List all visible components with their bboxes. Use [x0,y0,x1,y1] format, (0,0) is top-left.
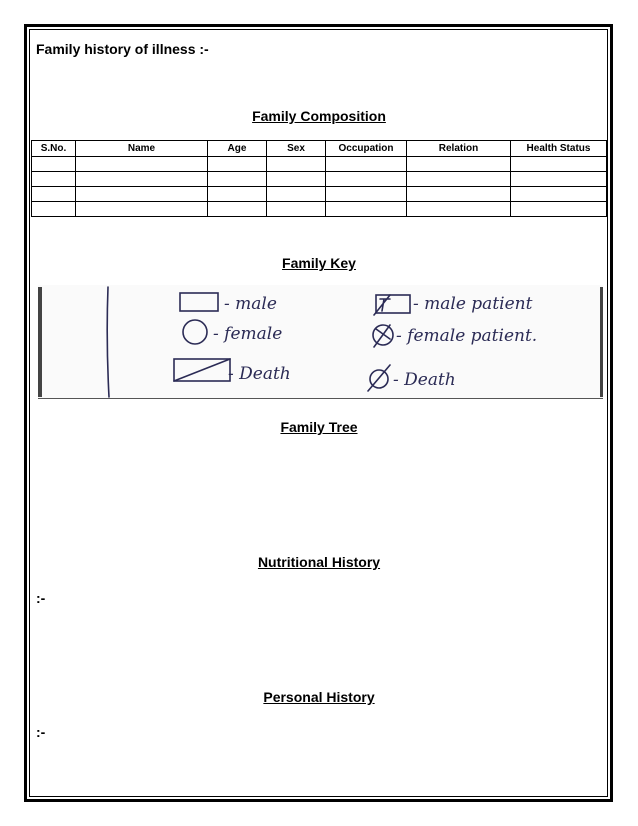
key-label-female: - female [213,324,283,344]
table-cell[interactable] [32,202,76,217]
male-patient-square-icon [376,295,410,313]
table-row [32,187,607,202]
table-cell[interactable] [326,157,407,172]
column-header: Sex [267,141,326,157]
family-key-heading: Family Key [282,255,356,271]
key-label-death: - Death [228,364,291,384]
table-cell[interactable] [326,172,407,187]
family-composition-table [31,140,607,217]
table-cell[interactable] [267,172,326,187]
table-cell[interactable] [326,202,407,217]
table-cell[interactable] [267,202,326,217]
table-cell[interactable] [208,157,267,172]
table-cell[interactable] [326,187,407,202]
table-cell[interactable] [267,187,326,202]
table-cell[interactable] [511,157,607,172]
table-cell[interactable] [32,172,76,187]
table-header-row [32,141,607,157]
personal-history-heading: Personal History [263,689,375,705]
column-header: Relation [407,141,511,157]
table-cell[interactable] [407,202,511,217]
table-cell[interactable] [511,202,607,217]
table-cell[interactable] [208,202,267,217]
key-label-female-patient: - female patient. [396,326,538,346]
female-circle-icon [183,320,207,344]
male-square-icon [180,293,218,311]
table-cell[interactable] [407,172,511,187]
table-cell[interactable] [267,157,326,172]
table-cell[interactable] [511,172,607,187]
death-slash [174,359,230,381]
table-cell[interactable] [32,187,76,202]
nutritional-history-marker: :- [36,590,46,606]
handwritten-vertical-line [107,287,109,397]
column-header: Occupation [326,141,407,157]
key-label-death-2: - Death [393,370,456,390]
personal-history-marker: :- [36,724,46,740]
table-row [32,172,607,187]
page-title: Family history of illness :- [36,41,209,57]
key-label-male-patient: - male patient [413,294,533,314]
family-tree-heading: Family Tree [280,419,358,435]
table-row [32,157,607,172]
column-header: Age [208,141,267,157]
death-slash [368,365,390,391]
nutritional-history-heading: Nutritional History [257,554,381,570]
column-header: Name [76,141,208,157]
table-cell[interactable] [407,157,511,172]
table-cell[interactable] [208,172,267,187]
table-cell[interactable] [208,187,267,202]
table-cell[interactable] [511,187,607,202]
family-key-symbols [38,285,603,399]
column-header: S.No. [32,141,76,157]
table-cell[interactable] [76,202,208,217]
family-composition-heading: Family Composition [252,108,386,124]
table-cell[interactable] [76,157,208,172]
table-cell[interactable] [76,187,208,202]
table-cell[interactable] [76,172,208,187]
table-row [32,202,607,217]
key-label-male: - male [224,294,277,314]
column-header: Health Status [511,141,607,157]
family-key-image [38,285,603,399]
table-cell[interactable] [32,157,76,172]
table-cell[interactable] [407,187,511,202]
